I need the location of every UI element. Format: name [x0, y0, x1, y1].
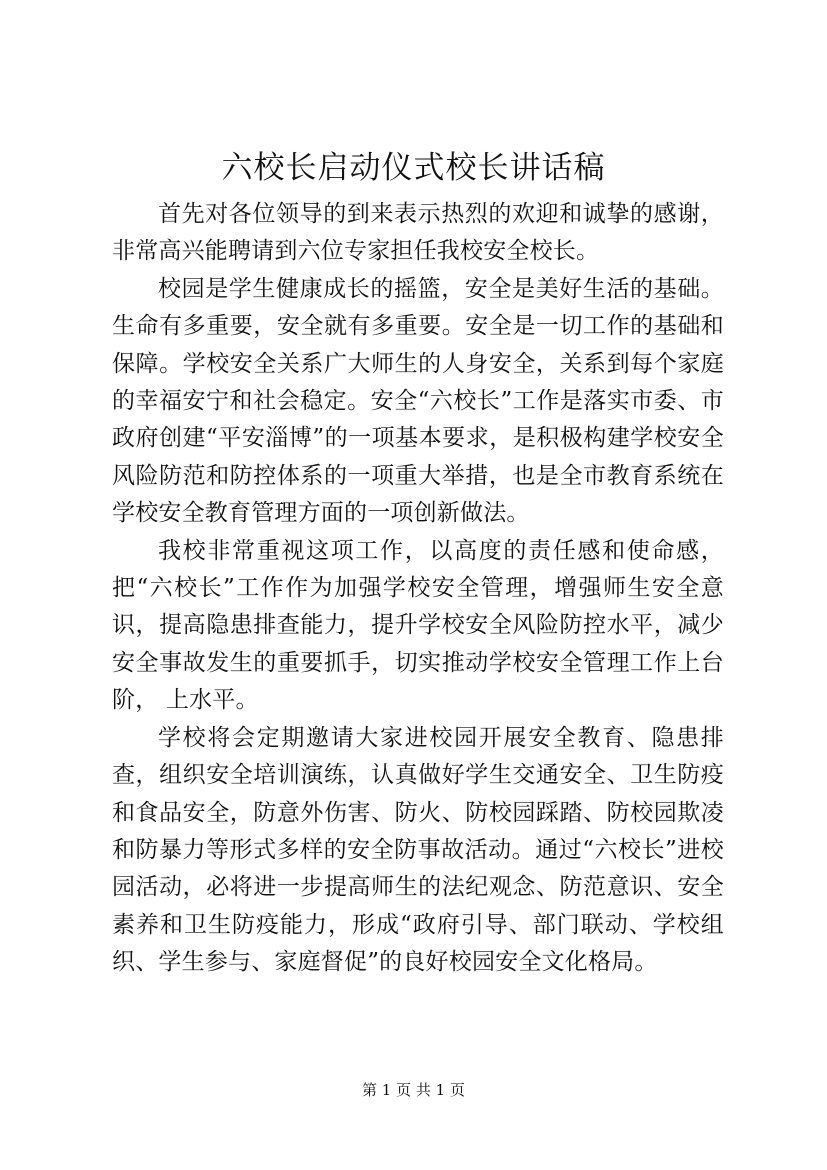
- page-number-footer: 第 1 页 共 1 页: [362, 1081, 465, 1099]
- paragraph: 我校非常重视这项工作，以高度的责任感和使命感，把“六校长”工作作为加强学校安全管理，增强师生安全意识，提高隐患排查能力，提升学校安全风险防控水平，减少安全事故发生的重要抓手，切实推动学校安全管理工作上台阶， 上水平。: [112, 537, 724, 714]
- document-body: [112, 196, 724, 982]
- paragraph: 校园是学生健康成长的摇篮，安全是美好生活的基础。生命有多重要，安全就有多重要。安全是一切工作的基础和保障。学校安全关系广大师生的人身安全，关系到每个家庭的幸福安宁和社会稳定。安全“六校长”工作是落实市委、市政府创建“平安淄博”的一项基本要求，是积极构建学校安全风险防范和防控体系的一项重大举措，也是全市教育系统在学校安全教育管理方面的一项创新做法。: [112, 275, 724, 527]
- paragraph: 学校将会定期邀请大家进校园开展安全教育、隐患排查，组织安全培训演练，认真做好学生交通安全、卫生防疫和食品安全，防意外伤害、防火、防校园踩踏、防校园欺凌和防暴力等形式多样的安全防事故活动。通过“六校长”进校园活动，必将进一步提高师生的法纪观念、防范意识、安全素养和卫生防疫能力，形成“政府引导、部门联动、学校组织、学生参与、家庭督促”的良好校园安全文化格局。: [112, 724, 724, 976]
- document-title: 六校长启动仪式校长讲话稿: [221, 150, 606, 186]
- paragraph: 首先对各位领导的到来表示热烈的欢迎和诚挚的感谢，非常高兴能聘请到六位专家担任我校安全校长。: [112, 201, 724, 265]
